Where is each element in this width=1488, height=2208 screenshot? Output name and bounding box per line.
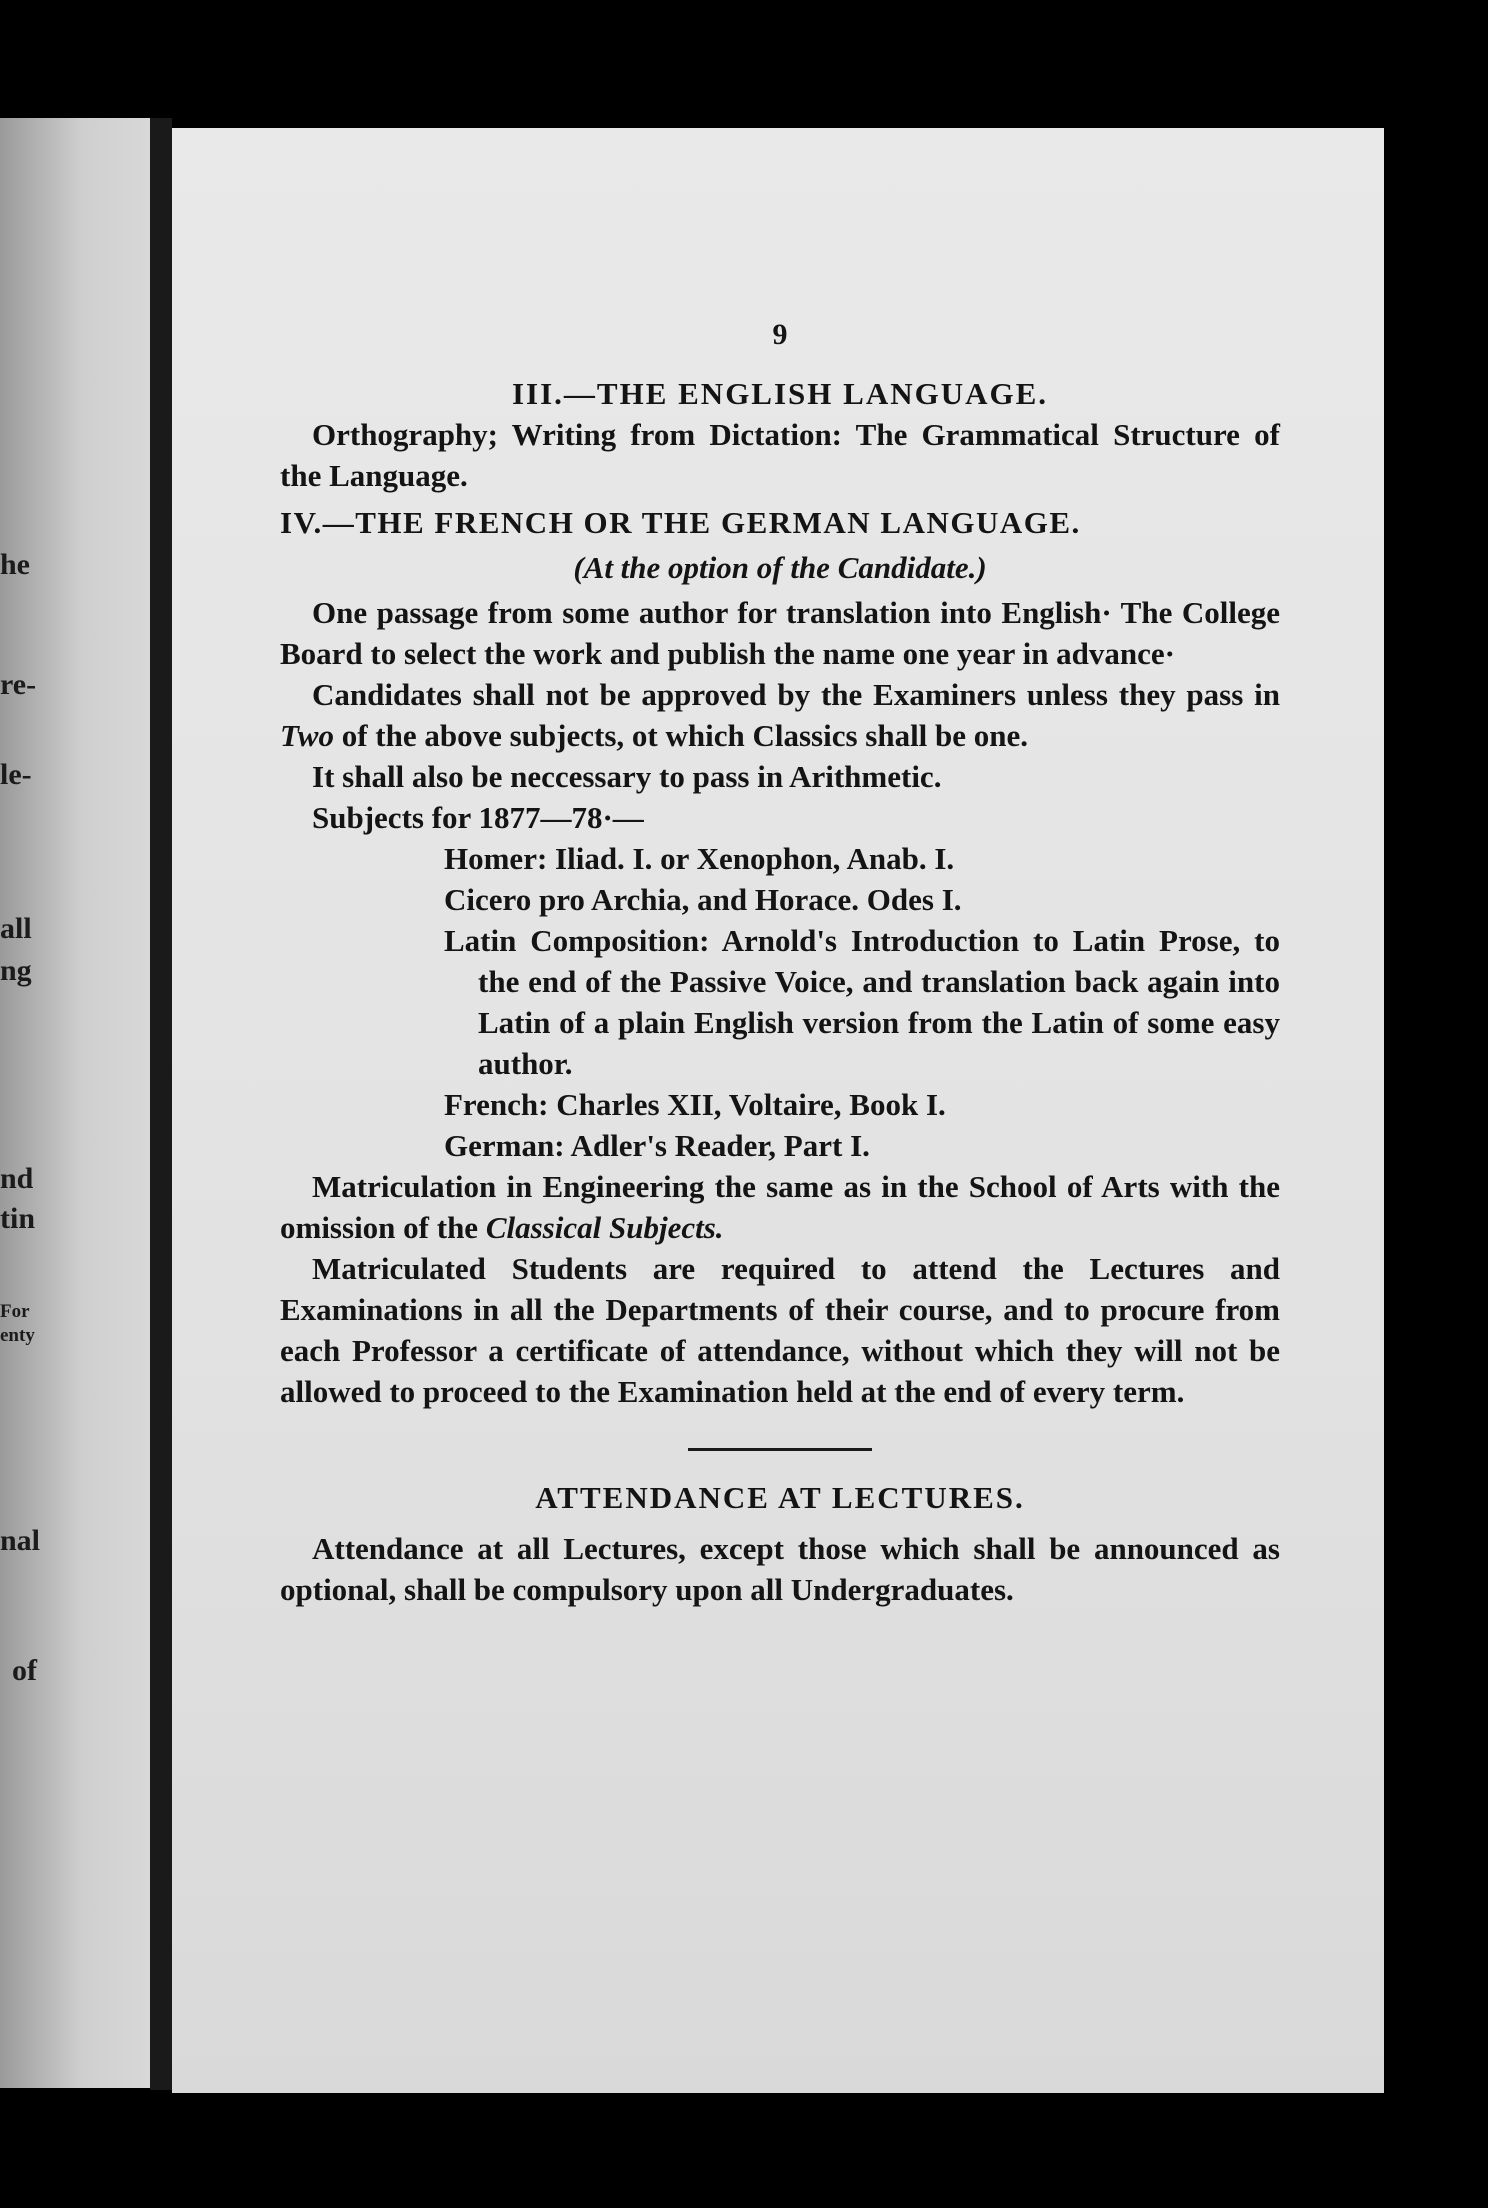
section-divider xyxy=(688,1448,872,1451)
paragraph-translation: One passage from some author for translation into English· The College Board to select the work and publish the name one year in advance· xyxy=(280,595,1280,671)
section-heading-attendance: ATTENDANCE AT LECTURES. xyxy=(535,1480,1025,1515)
left-fragment: enty xyxy=(0,1325,35,1346)
page-text xyxy=(280,314,1280,1610)
left-fragment: ng xyxy=(0,954,32,987)
paragraph-arithmetic: It shall also be neccessary to pass in Arithmetic. xyxy=(312,759,942,794)
left-fragment: all xyxy=(0,912,32,945)
left-fragment: le- xyxy=(0,758,32,791)
list-item: French: Charles XII, Voltaire, Book I. xyxy=(444,1087,946,1122)
paragraph-attendance: Attendance at all Lectures, except those which shall be announced as optional, shall be compulsory upon all Undergraduates. xyxy=(280,1531,1280,1607)
left-fragment: of xyxy=(12,1654,37,1687)
binding-gutter xyxy=(150,118,172,2090)
section-heading-french-german: IV.—THE FRENCH OR THE GERMAN LANGUAGE. xyxy=(280,505,1081,540)
paragraph-matriculated: Matriculated Students are required to attend the Lectures and Examinations in all the Departments of their course, and to procure from each Professor a certificate of attendance, without which they will not be allowed to proceed to the Examination held at the end of every term. xyxy=(280,1251,1280,1409)
subjects-list xyxy=(280,838,1280,1166)
left-fragment: nal xyxy=(0,1524,41,1557)
left-page-edge xyxy=(0,118,150,2088)
left-fragment: nd xyxy=(0,1162,34,1195)
paragraph-candidates: Candidates shall not be approved by the Examiners unless they pass in Two of the above subjects, ot which Classics shall be one. xyxy=(280,677,1280,753)
list-item: German: Adler's Reader, Part I. xyxy=(444,1128,870,1163)
paragraph-engineering: Matriculation in Engineering the same as in the School of Arts with the omission of the Classical Subjects. xyxy=(280,1169,1280,1245)
page-number: 9 xyxy=(772,318,788,351)
list-item: Latin Composition: Arnold's Introduction to Latin Prose, to the end of the Passive Voice, and translation back again into Latin of a plain English version from the Latin of some easy author. xyxy=(444,923,1280,1081)
section-heading-english: III.—THE ENGLISH LANGUAGE. xyxy=(511,376,1049,411)
document-page xyxy=(172,128,1384,2093)
left-fragment: re- xyxy=(0,668,37,701)
subjects-intro: Subjects for 1877—78·— xyxy=(312,800,644,835)
list-item: Cicero pro Archia, and Horace. Odes I. xyxy=(444,882,962,917)
left-fragment: tin xyxy=(0,1202,36,1235)
option-note: (At the option of the Candidate.) xyxy=(573,550,987,585)
left-fragment: he xyxy=(0,548,30,581)
left-fragment: For xyxy=(0,1301,30,1322)
section-body-english: Orthography; Writing from Dictation: The Grammatical Structure of the Language. xyxy=(280,417,1280,493)
list-item: Homer: Iliad. I. or Xenophon, Anab. I. xyxy=(444,841,955,876)
